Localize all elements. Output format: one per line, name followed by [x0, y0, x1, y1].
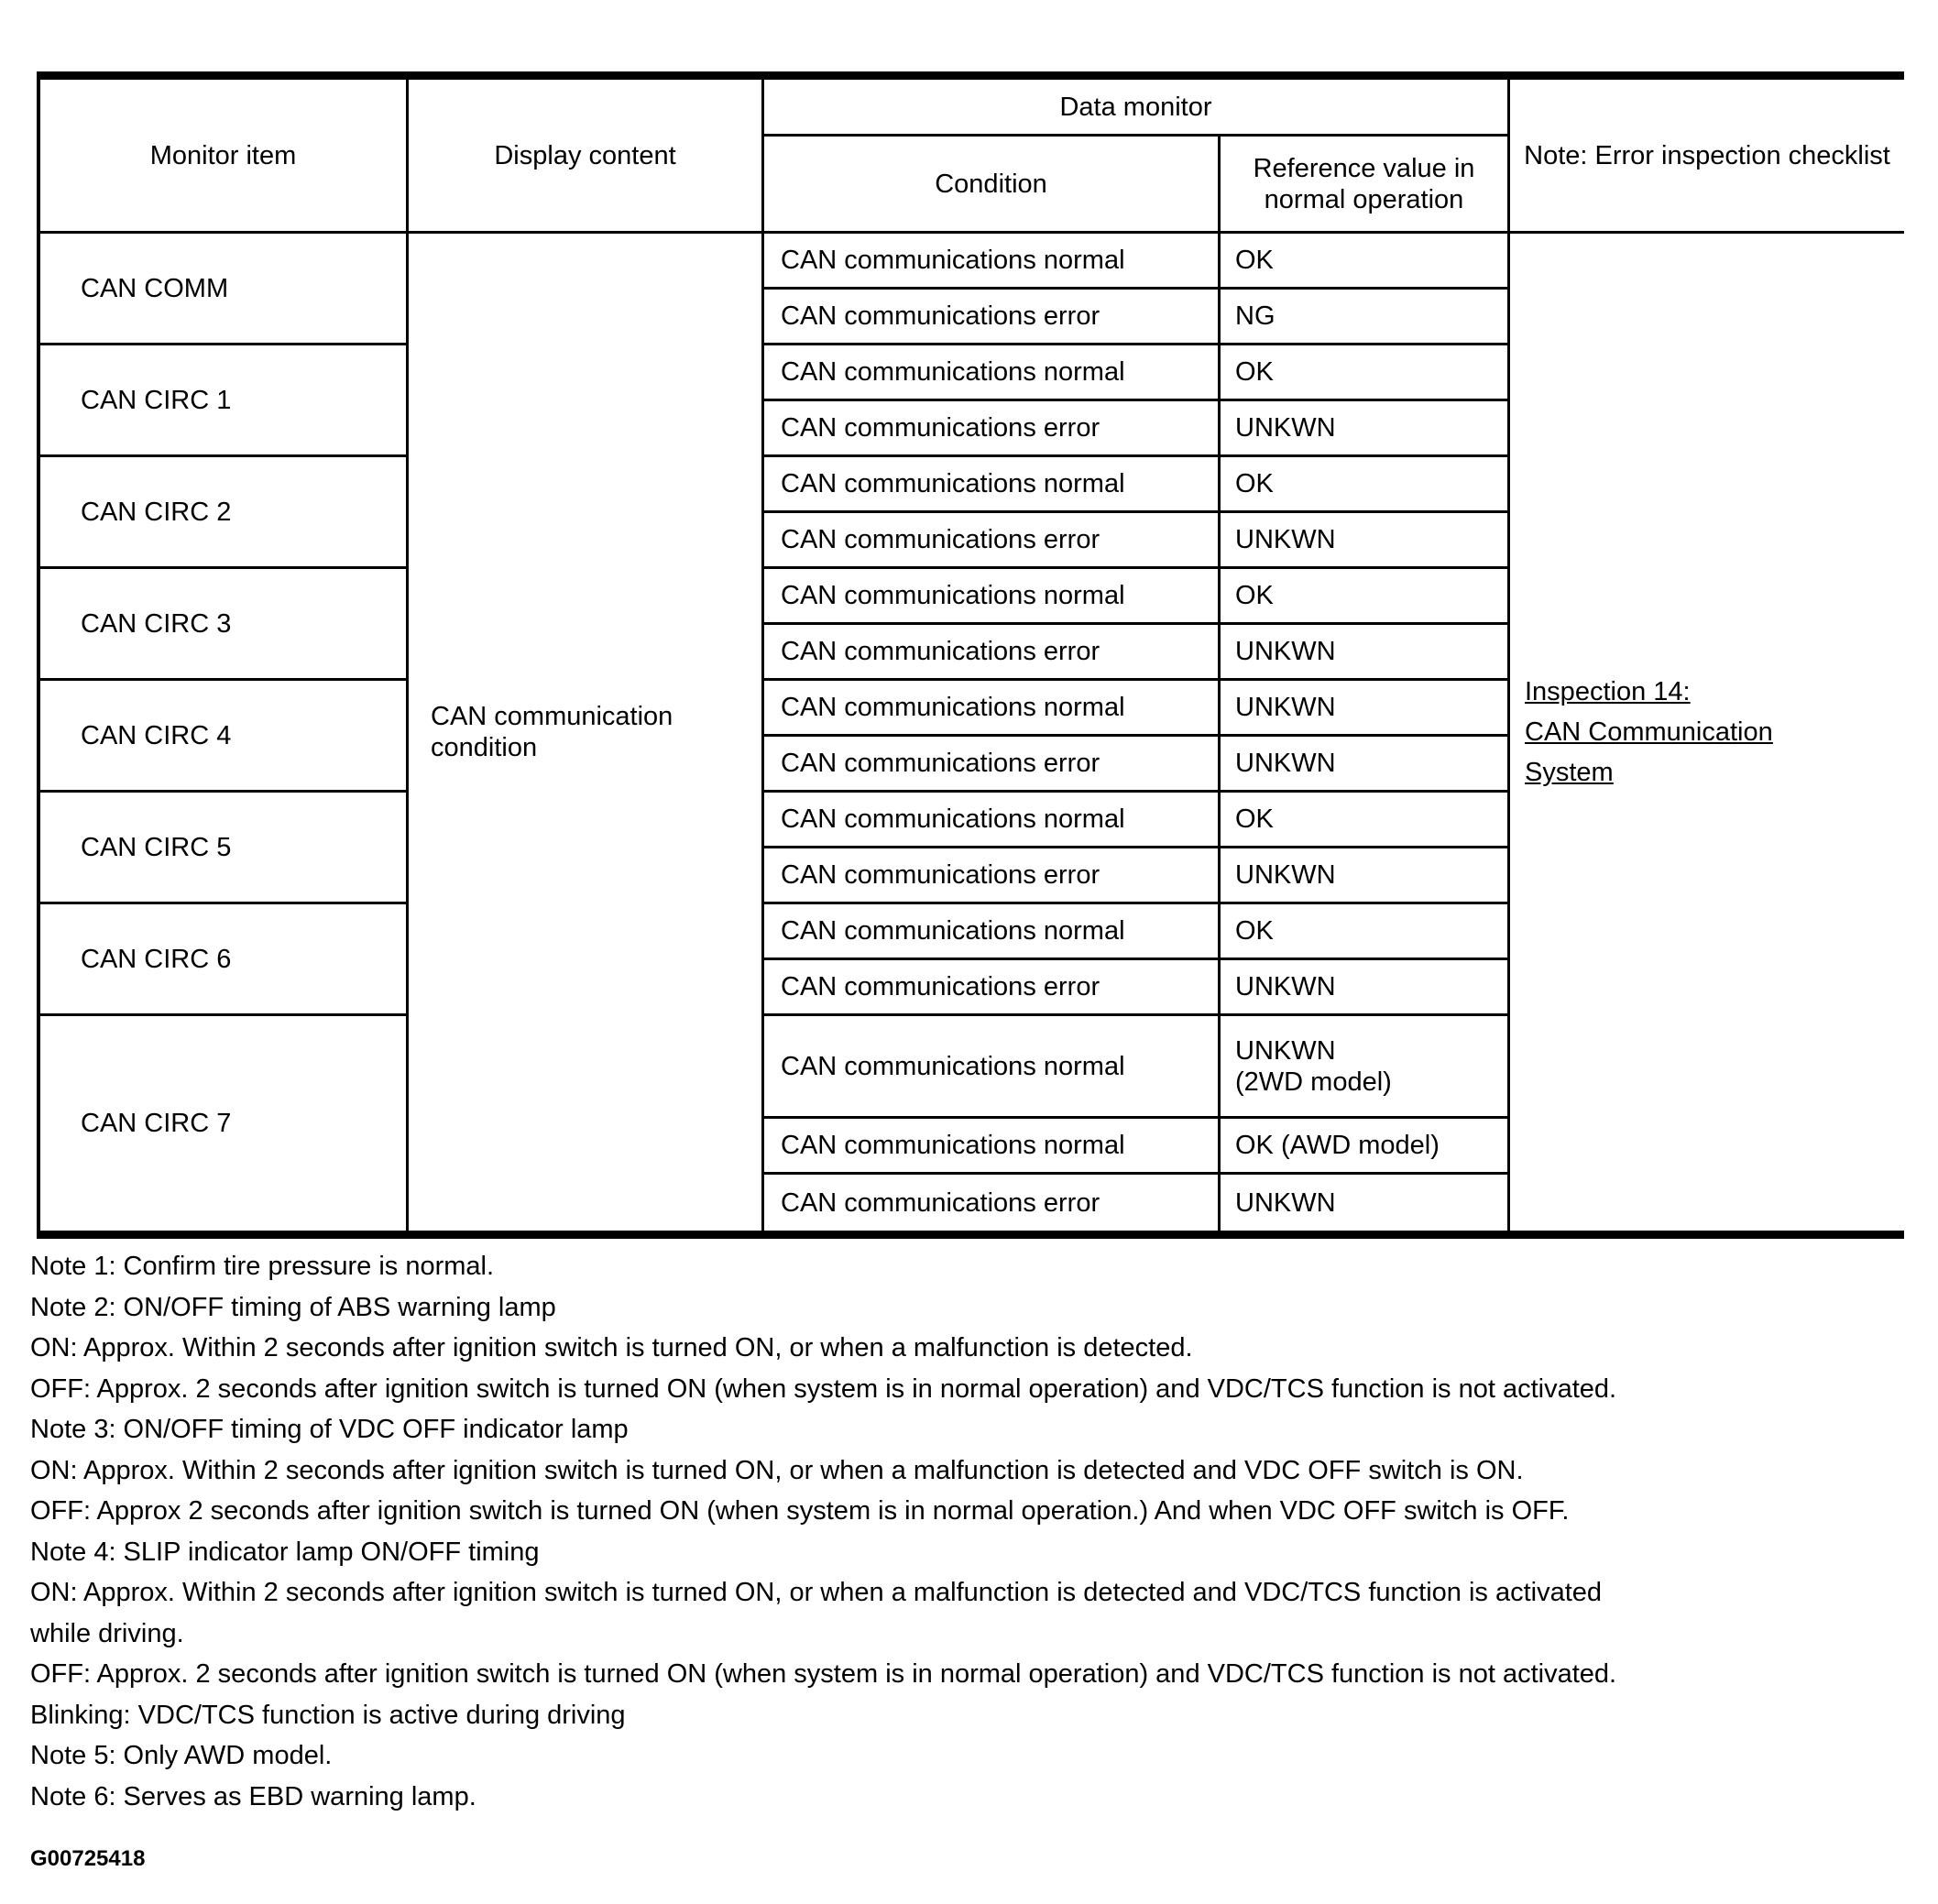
- reference-value-cell: UNKWN: [1221, 625, 1510, 681]
- note-line: Note 4: SLIP indicator lamp ON/OFF timing: [30, 1537, 540, 1567]
- monitor-item-can-circ-3: CAN CIRC 3: [40, 569, 409, 681]
- display-content-cell: CAN communication condition: [409, 234, 764, 1231]
- col-header-monitor-item: Monitor item: [40, 80, 409, 234]
- note-line: while driving.: [30, 1618, 184, 1648]
- monitor-item-can-circ-2: CAN CIRC 2: [40, 457, 409, 569]
- inspection-14-link[interactable]: [1525, 672, 1773, 793]
- reference-value-cell: OK: [1221, 345, 1510, 401]
- col-header-data-monitor: Data monitor: [764, 80, 1510, 137]
- reference-value-cell: UNKWN: [1221, 513, 1510, 569]
- condition-cell: CAN communications error: [764, 1175, 1221, 1231]
- reference-value-cell: UNKWN: [1221, 848, 1510, 904]
- condition-cell: CAN communications normal: [764, 793, 1221, 848]
- condition-cell: CAN communications error: [764, 290, 1221, 345]
- condition-cell: CAN communications normal: [764, 1119, 1221, 1175]
- monitor-item-can-circ-6: CAN CIRC 6: [40, 904, 409, 1016]
- condition-cell: CAN communications normal: [764, 457, 1221, 513]
- inspection-link-line1[interactable]: Inspection 14:: [1525, 677, 1691, 706]
- condition-cell: CAN communications normal: [764, 904, 1221, 960]
- condition-cell: CAN communications error: [764, 848, 1221, 904]
- col-header-display-content: Display content: [409, 80, 764, 234]
- reference-value-line1: UNKWN: [1235, 1035, 1336, 1066]
- condition-cell: CAN communications normal: [764, 569, 1221, 625]
- note-line: OFF: Approx 2 seconds after ignition switch is turned ON (when system is in normal operation.) And when VDC OFF switch is OFF.: [30, 1496, 1570, 1526]
- reference-value-cell: NG: [1221, 290, 1510, 345]
- reference-value-cell: OK: [1221, 904, 1510, 960]
- note-inspection-cell: [1510, 234, 1904, 1231]
- condition-cell: CAN communications error: [764, 401, 1221, 457]
- condition-cell: CAN communications normal: [764, 1016, 1221, 1119]
- col-header-reference-value: Reference value in normal operation: [1221, 137, 1510, 234]
- condition-cell: CAN communications error: [764, 737, 1221, 793]
- reference-value-cell: UNKWN: [1221, 960, 1510, 1016]
- figure-code: G00725418: [30, 1846, 146, 1871]
- note-line: Note 6: Serves as EBD warning lamp.: [30, 1781, 476, 1811]
- col-header-condition: Condition: [764, 137, 1221, 234]
- reference-value-cell: UNKWN: [1221, 737, 1510, 793]
- note-line: Note 5: Only AWD model.: [30, 1741, 333, 1770]
- monitor-item-can-comm: CAN COMM: [40, 234, 409, 345]
- note-line: OFF: Approx. 2 seconds after ignition switch is turned ON (when system is in normal operation) and VDC/TCS function is not activated.: [30, 1659, 1617, 1689]
- reference-value-cell: OK: [1221, 234, 1510, 290]
- condition-cell: CAN communications normal: [764, 345, 1221, 401]
- reference-value-cell: OK: [1221, 793, 1510, 848]
- condition-cell: CAN communications error: [764, 513, 1221, 569]
- note-line: ON: Approx. Within 2 seconds after ignition switch is turned ON, or when a malfunction is detected.: [30, 1333, 1193, 1362]
- condition-cell: CAN communications error: [764, 960, 1221, 1016]
- reference-value-cell: [1221, 1016, 1510, 1119]
- note-line: ON: Approx. Within 2 seconds after ignition switch is turned ON, or when a malfunction is detected and VDC/TCS function is activated: [30, 1578, 1603, 1607]
- note-line: OFF: Approx. 2 seconds after ignition switch is turned ON (when system is in normal operation) and VDC/TCS function is not activated.: [30, 1373, 1617, 1404]
- condition-cell: CAN communications normal: [764, 681, 1221, 737]
- footnotes-section: [30, 1246, 1929, 1880]
- note-line: Note 3: ON/OFF timing of VDC OFF indicator lamp: [30, 1415, 629, 1444]
- note-line: Blinking: VDC/TCS function is active during driving: [30, 1700, 626, 1730]
- reference-value-cell: OK: [1221, 569, 1510, 625]
- inspection-link-line3[interactable]: System: [1525, 758, 1614, 787]
- monitor-item-can-circ-1: CAN CIRC 1: [40, 345, 409, 457]
- reference-value-cell: UNKWN: [1221, 681, 1510, 737]
- monitor-item-can-circ-5: CAN CIRC 5: [40, 793, 409, 904]
- monitor-item-can-circ-4: CAN CIRC 4: [40, 681, 409, 793]
- note-line: Note 2: ON/OFF timing of ABS warning lamp: [30, 1292, 556, 1322]
- reference-value-cell: UNKWN: [1221, 401, 1510, 457]
- condition-cell: CAN communications error: [764, 625, 1221, 681]
- reference-value-line2: (2WD model): [1235, 1067, 1392, 1097]
- reference-value-cell: OK (AWD model): [1221, 1119, 1510, 1175]
- diagnostic-data-monitor-table: [37, 71, 1904, 1239]
- note-line: ON: Approx. Within 2 seconds after ignition switch is turned ON, or when a malfunction is detected and VDC OFF switch is ON.: [30, 1455, 1524, 1485]
- reference-value-cell: OK: [1221, 457, 1510, 513]
- col-header-note-checklist: Note: Error inspection checklist: [1510, 80, 1904, 234]
- condition-cell: CAN communications normal: [764, 234, 1221, 290]
- reference-value-cell: UNKWN: [1221, 1175, 1510, 1231]
- note-line: Note 1: Confirm tire pressure is normal.: [30, 1252, 495, 1281]
- inspection-link-line2[interactable]: CAN Communication: [1525, 717, 1773, 747]
- monitor-item-can-circ-7: CAN CIRC 7: [40, 1016, 409, 1231]
